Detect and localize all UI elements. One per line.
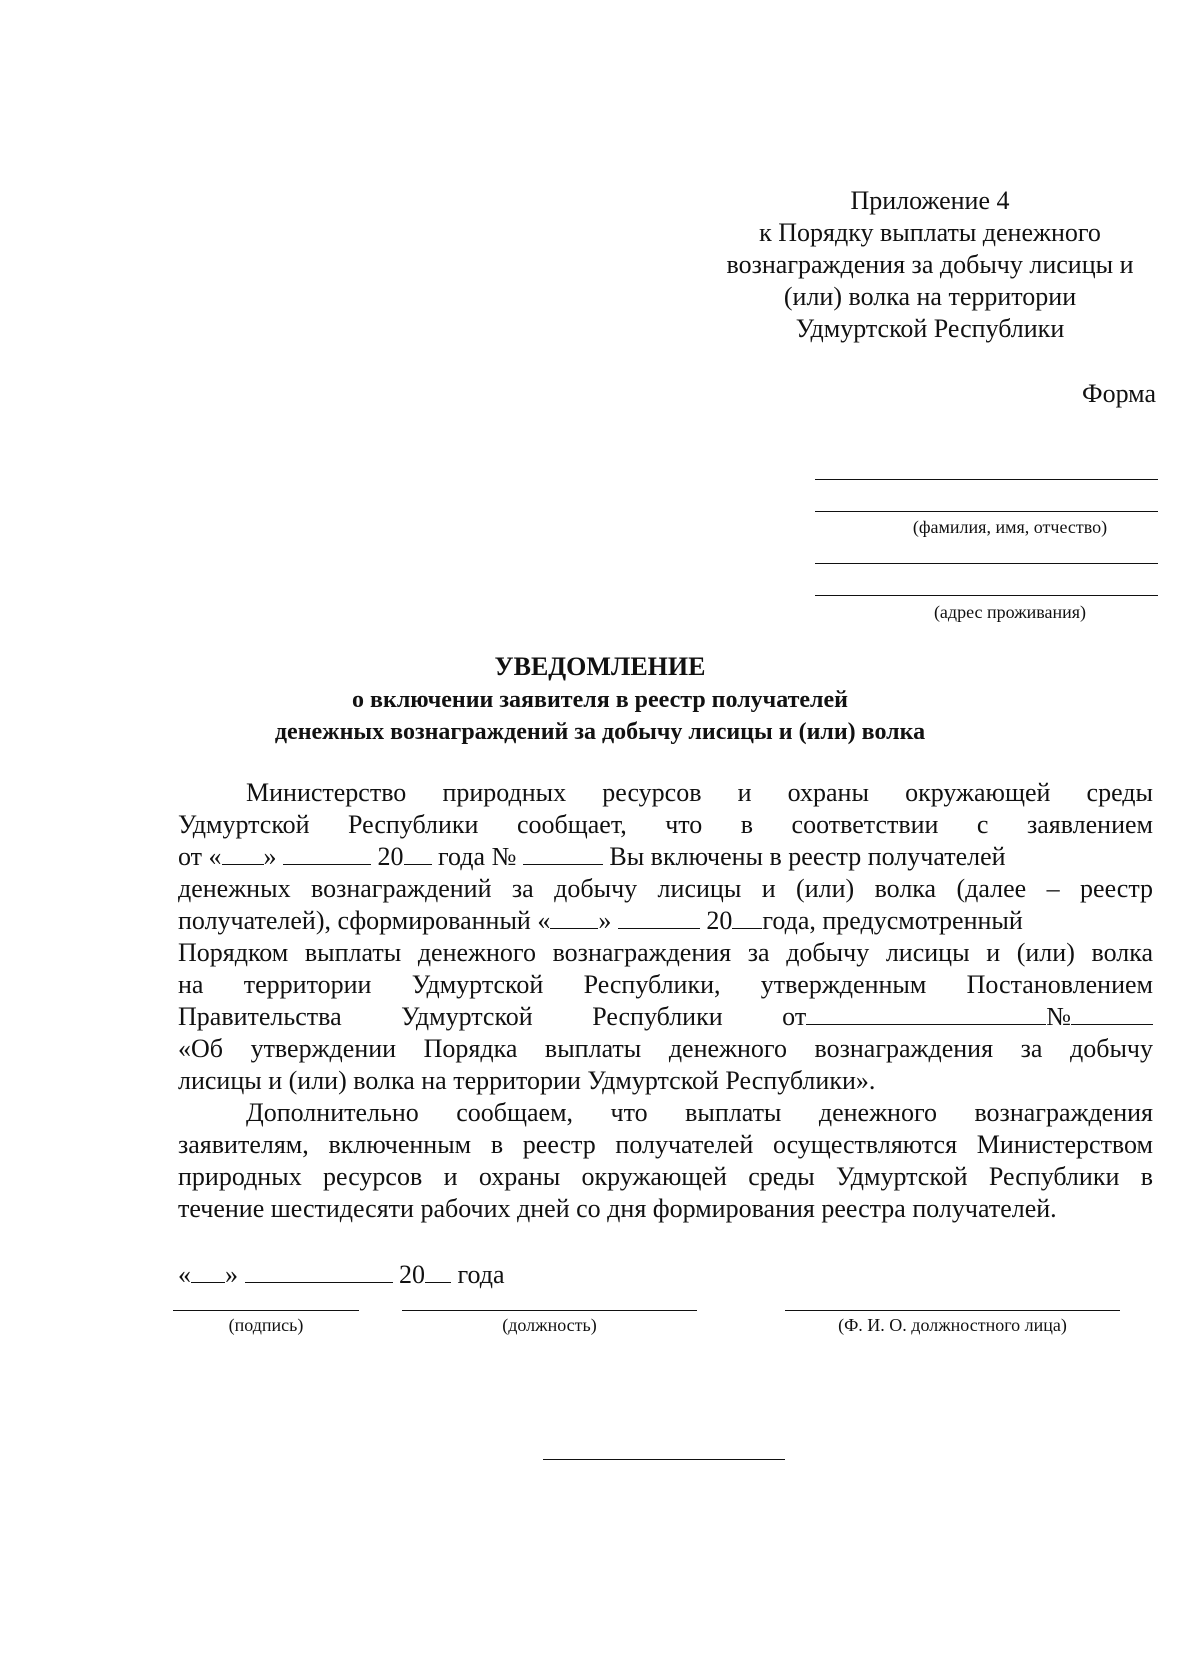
fio-line-2 — [815, 511, 1158, 512]
body-line-application-date — [178, 841, 1153, 873]
text: 20 — [706, 906, 733, 935]
form-label: Форма — [1082, 379, 1156, 408]
text: получателей), сформированный « — [178, 906, 551, 935]
body-line-resolution — [178, 1001, 1153, 1033]
number-blank — [523, 842, 603, 865]
text: » — [225, 1260, 238, 1289]
year-blank — [404, 842, 432, 865]
body-line-formed-date — [178, 905, 1153, 937]
position-line — [402, 1310, 697, 1311]
body-line: Министерство природных ресурсов и охраны окружающей среды — [246, 778, 1153, 807]
title-main: УВЕДОМЛЕНИЕ — [494, 652, 706, 681]
fio-line-1 — [815, 479, 1158, 480]
text: № — [1046, 1002, 1071, 1031]
text: « — [178, 1260, 191, 1289]
title-sub-1: о включении заявителя в реестр получателей — [352, 687, 848, 713]
text: Вы включены в реестр получателей — [609, 842, 1006, 871]
appendix-line: Удмуртской Республики — [795, 314, 1065, 343]
text: года № — [438, 842, 517, 871]
closing-separator — [543, 1459, 785, 1460]
body-line: заявителям, включенным в реестр получателей осуществляются Министерством — [178, 1130, 1153, 1159]
year-blank — [732, 906, 762, 929]
official-fio-caption: (Ф. И. О. должностного лица) — [838, 1315, 1067, 1335]
body-line: природных ресурсов и охраны окружающей среды Удмуртской Республики в — [178, 1162, 1153, 1191]
text: 20 — [399, 1260, 425, 1289]
resolution-date-blank — [806, 1002, 1046, 1025]
fio-caption: (фамилия, имя, отчество) — [912, 517, 1108, 537]
text: от « — [178, 842, 222, 871]
appendix-header — [700, 185, 1160, 345]
position-caption: (должность) — [502, 1315, 597, 1335]
body-line: на территории Удмуртской Республики, утвержденным Постановлением — [178, 970, 1153, 999]
day-blank — [222, 842, 264, 865]
text: года — [457, 1260, 505, 1289]
text: » — [263, 842, 277, 871]
appendix-line: Приложение 4 — [850, 186, 1010, 215]
body-line: Дополнительно сообщаем, что выплаты денежного вознаграждения — [246, 1098, 1153, 1127]
body-line: Порядком выплаты денежного вознаграждения за добычу лисицы и (или) волка — [178, 938, 1153, 967]
text: » — [598, 906, 612, 935]
text: 20 — [377, 842, 404, 871]
year-blank — [425, 1260, 451, 1283]
body-line: лисицы и (или) волка на территории Удмуртской Республики». — [178, 1066, 876, 1095]
signature-line — [173, 1310, 359, 1311]
month-blank — [618, 906, 700, 929]
month-blank — [245, 1260, 393, 1283]
day-blank — [550, 906, 598, 929]
notice-title — [0, 650, 1200, 748]
official-fio-line — [785, 1310, 1120, 1311]
appendix-line: (или) волка на территории — [783, 282, 1077, 311]
address-line-1 — [815, 563, 1158, 564]
appendix-line: к Порядку выплаты денежного — [759, 218, 1101, 247]
month-blank — [283, 842, 371, 865]
address-line-2 — [815, 595, 1158, 596]
body-line: «Об утверждении Порядка выплаты денежного вознаграждения за добычу — [178, 1034, 1153, 1063]
body-line: течение шестидесяти рабочих дней со дня формирования реестра получателей. — [178, 1194, 1057, 1223]
resolution-number-blank — [1071, 1002, 1153, 1025]
notice-body — [178, 777, 1153, 1225]
appendix-line: вознаграждения за добычу лисицы и — [726, 250, 1134, 279]
text: года, предусмотренный — [762, 906, 1023, 935]
text: Правительства Удмуртской Республики от — [178, 1002, 807, 1031]
address-caption: (адрес проживания) — [933, 602, 1087, 622]
title-sub-2: денежных вознаграждений за добычу лисицы и (или) волка — [274, 719, 926, 745]
body-line: Удмуртской Республики сообщает, что в соответствии с заявлением — [178, 810, 1153, 839]
day-blank — [191, 1260, 225, 1283]
body-line: денежных вознаграждений за добычу лисицы и (или) волка (далее – реестр — [178, 874, 1153, 903]
signature-caption: (подпись) — [228, 1315, 304, 1335]
signature-date — [178, 1259, 505, 1291]
